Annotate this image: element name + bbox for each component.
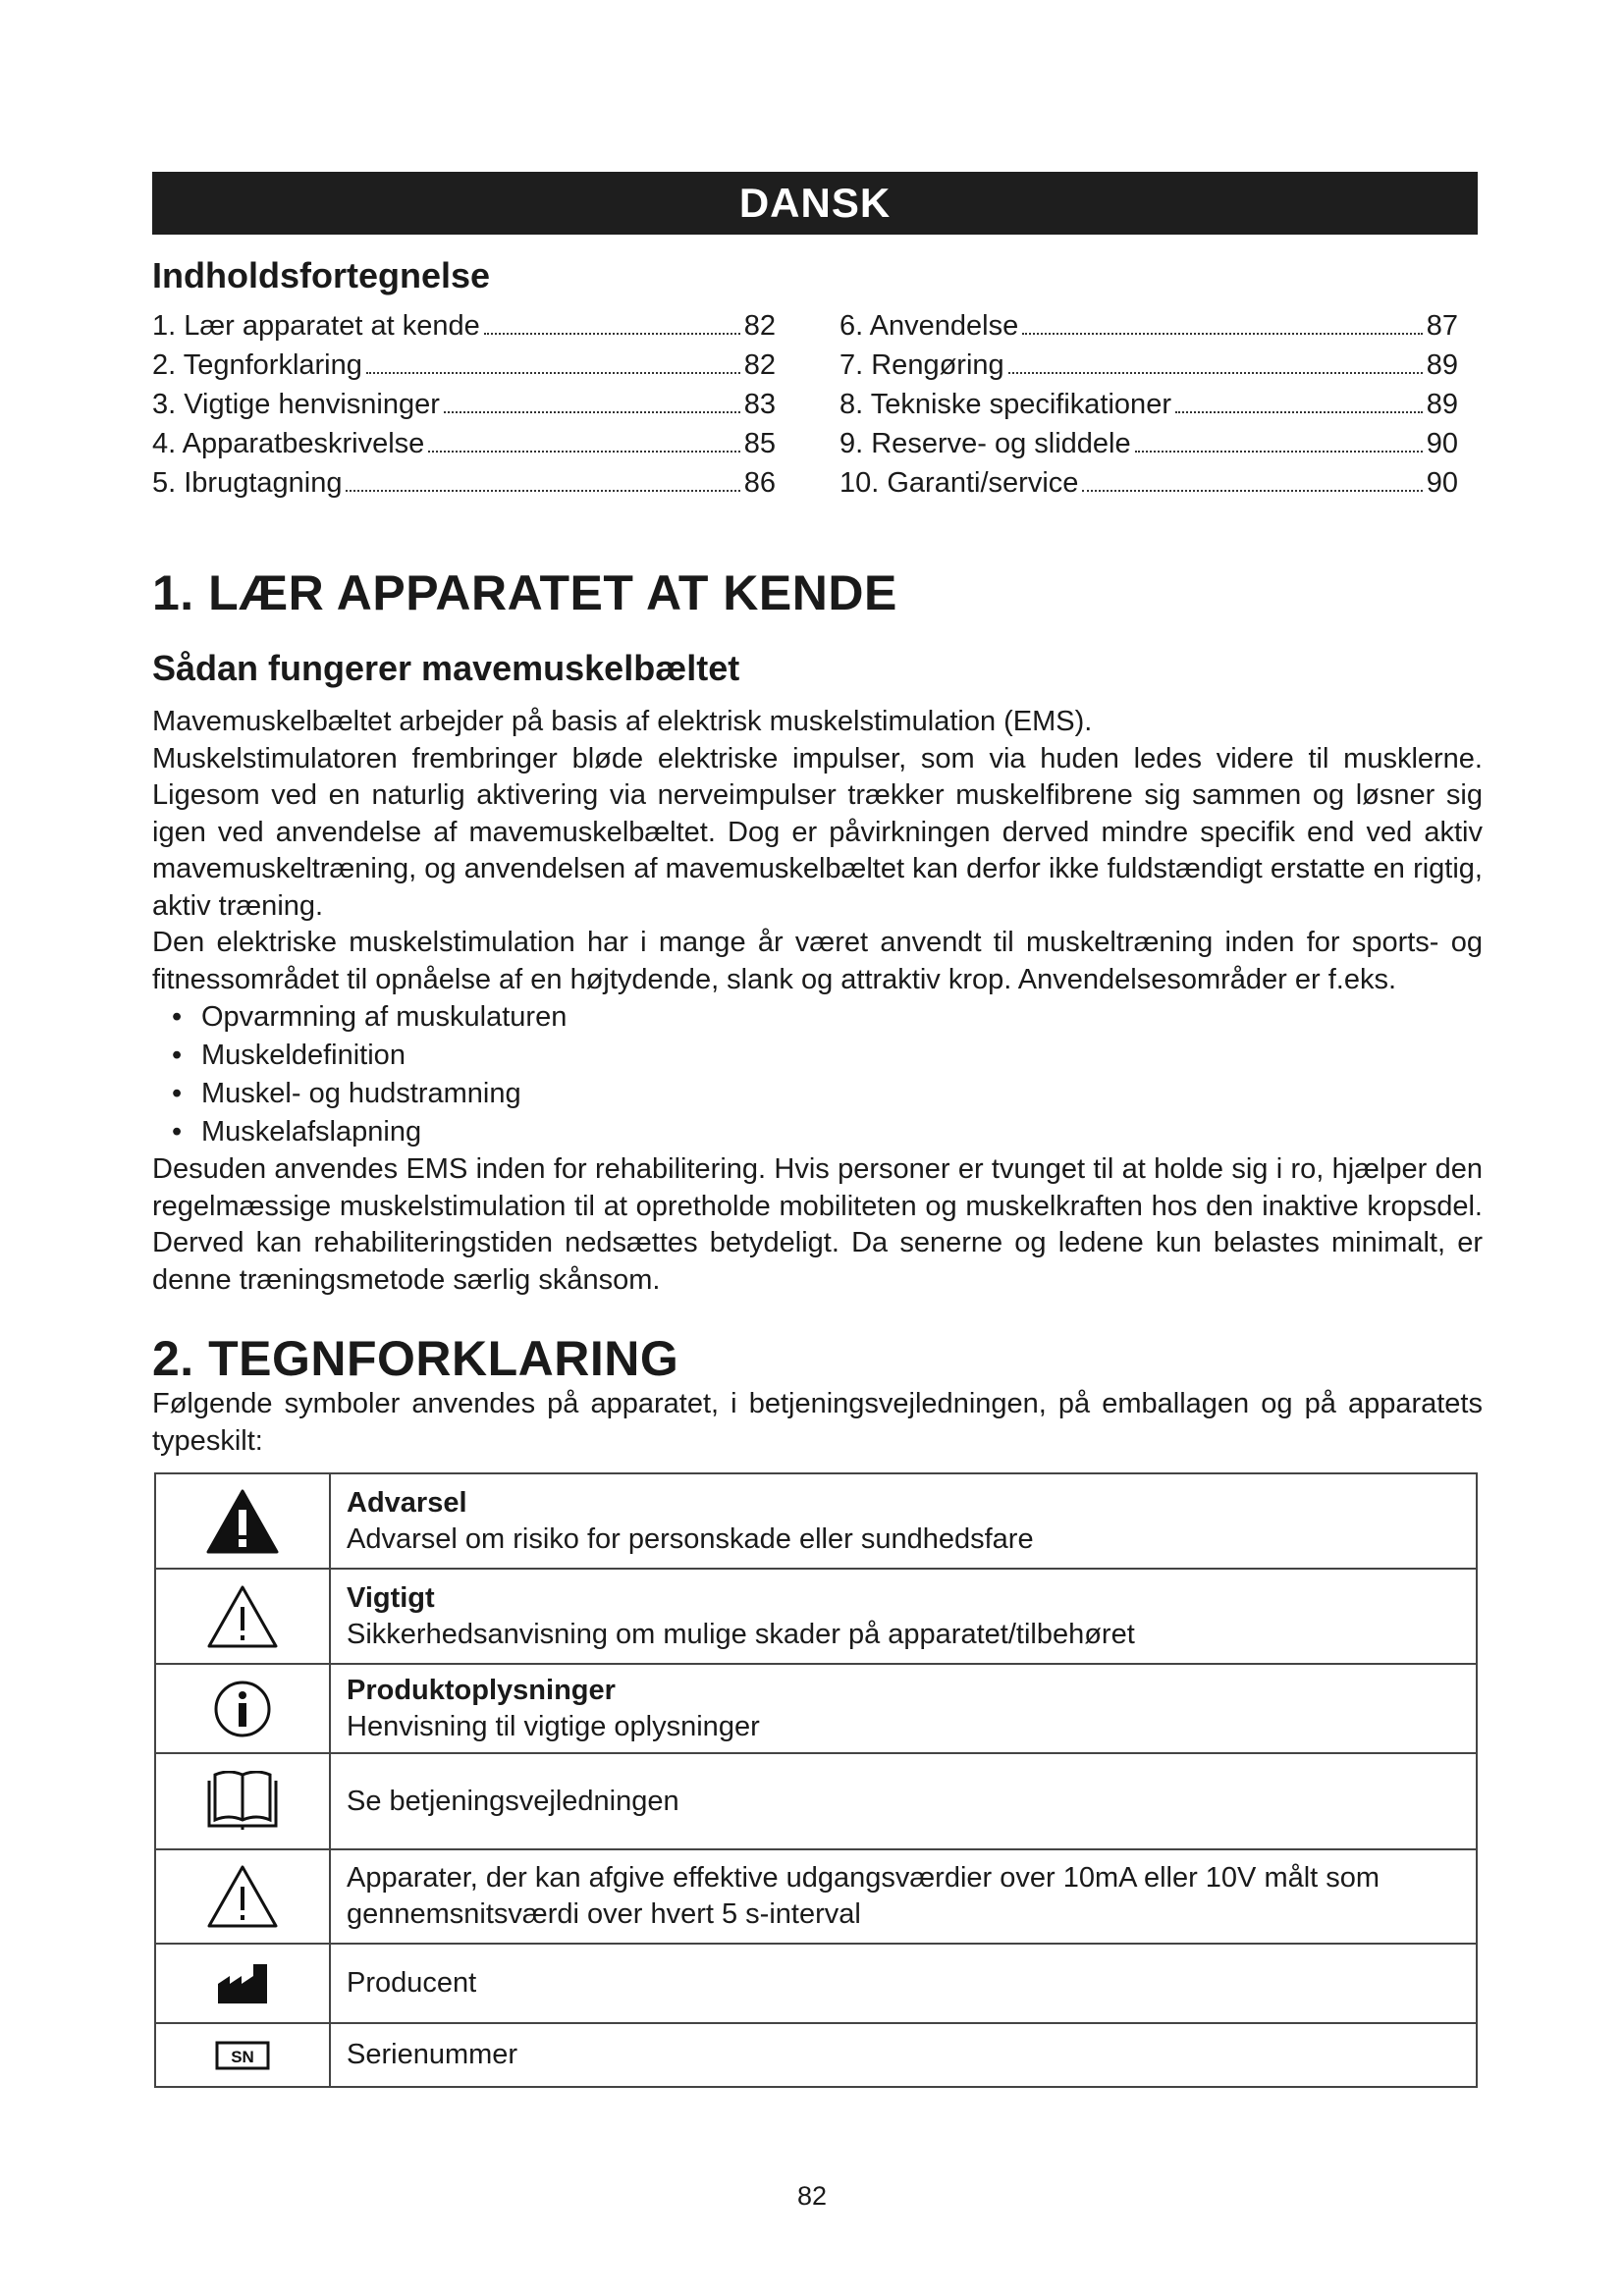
list-item: • Opvarmning af muskulaturen <box>152 998 1483 1037</box>
symbol-description <box>330 1753 1477 1849</box>
symbol-description <box>330 1944 1477 2023</box>
toc-entry-page: 89 <box>1426 389 1458 420</box>
caution-outline-icon <box>205 1583 280 1650</box>
toc-entry-page: 90 <box>1426 428 1458 459</box>
symbol-cell <box>155 1473 330 1569</box>
bullet-list <box>152 998 1483 1151</box>
toc-entry-title: 2. Tegnforklaring <box>152 349 362 381</box>
toc-entry-page: 89 <box>1426 349 1458 381</box>
toc-entry-title: 6. Anvendelse <box>839 310 1019 342</box>
toc-entry-title: 8. Tekniske specifikationer <box>839 389 1171 420</box>
toc-entry-page: 82 <box>743 349 776 381</box>
toc-entry[interactable] <box>152 306 776 346</box>
toc-column-right <box>839 306 1458 503</box>
symbol-title: Advarsel <box>347 1486 467 1519</box>
list-item: • Muskeldefinition <box>152 1037 1483 1075</box>
toc-entry-page: 87 <box>1426 310 1458 342</box>
list-item: • Muskel- og hudstramning <box>152 1075 1483 1113</box>
manual-book-icon <box>203 1771 282 1832</box>
symbol-cell <box>155 1849 330 1944</box>
symbol-cell <box>155 1664 330 1753</box>
toc-entry[interactable] <box>839 463 1458 503</box>
toc-entry-page: 85 <box>743 428 776 459</box>
symbol-description <box>330 1473 1477 1569</box>
symbol-text: Se betjeningsvejledningen <box>347 1785 679 1817</box>
symbol-legend-table <box>154 1472 1478 2088</box>
page-number: 82 <box>796 2181 828 2211</box>
manufacturer-icon <box>216 1962 269 2005</box>
caution-outline-icon <box>205 1863 280 1930</box>
toc-entry-title: 1. Lær apparatet at kende <box>152 310 480 342</box>
toc-entry[interactable] <box>839 424 1458 463</box>
toc-entry[interactable] <box>152 463 776 503</box>
toc-column-left <box>152 306 776 503</box>
table-row <box>155 1664 1477 1753</box>
table-row <box>155 2023 1477 2087</box>
symbol-title: Vigtigt <box>347 1581 435 1614</box>
table-row <box>155 1753 1477 1849</box>
toc-entry[interactable] <box>152 385 776 424</box>
language-header-bar: DANSK <box>152 172 1478 235</box>
paragraph: Muskelstimulatoren frembringer bløde elektriske impulser, som via huden ledes videre til musklerne. Ligesom ved en naturlig aktivering via nerveimpulser trækker muskelfibrene sig sammen og løsner sig igen ved anvendelse af mavemuskelbæltet. Dog er påvirkningen derved mindre specifik end ved aktiv mavemuskeltræning, og anvendelsen af mavemuskelbæltet kan derfor ikke fuldstændigt erstatte en rigtig, aktiv træning. <box>152 742 1483 922</box>
section-1-heading: 1. LÆR APPARATET AT KENDE <box>152 565 897 620</box>
symbol-text: Henvisning til vigtige oplysninger <box>347 1710 760 1742</box>
section-1-body <box>152 704 1483 1299</box>
toc-entry-title: 5. Ibrugtagning <box>152 467 343 499</box>
symbol-cell <box>155 2023 330 2087</box>
serial-number-badge-text: SN <box>231 2047 254 2066</box>
toc-entry-title: 4. Apparatbeskrivelse <box>152 428 425 459</box>
symbol-text: Sikkerhedsanvisning om mulige skader på apparatet/tilbehøret <box>347 1618 1135 1650</box>
section-2-intro <box>152 1386 1483 1460</box>
paragraph: Den elektriske muskelstimulation har i mange år været anvendt til muskeltræning inden for sports- og fitnessområdet til opnåelse af en højtydende, slank og attraktiv krop. Anvendelsesområder er f.eks. <box>152 927 1483 995</box>
paragraph: Følgende symboler anvendes på apparatet, i betjeningsvejledningen, på emballagen og på apparatets typeskilt: <box>152 1388 1483 1457</box>
symbol-cell <box>155 1944 330 2023</box>
table-row <box>155 1849 1477 1944</box>
toc-entry-page: 82 <box>743 310 776 342</box>
list-item: • Muskelafslapning <box>152 1113 1483 1151</box>
serial-number-icon <box>215 2041 270 2070</box>
toc-entry-title: 3. Vigtige henvisninger <box>152 389 440 420</box>
toc-entry[interactable] <box>152 424 776 463</box>
paragraph: Mavemuskelbæltet arbejder på basis af elektrisk muskelstimulation (EMS). <box>152 706 1093 737</box>
toc-entry-title: 9. Reserve- og sliddele <box>839 428 1131 459</box>
symbol-description <box>330 1664 1477 1753</box>
toc-entry[interactable] <box>839 385 1458 424</box>
table-row <box>155 1944 1477 2023</box>
toc-entry[interactable] <box>839 346 1458 385</box>
section-2-heading: 2. TEGNFORKLARING <box>152 1331 679 1386</box>
toc-entry-page: 86 <box>743 467 776 499</box>
symbol-text: Advarsel om risiko for personskade eller sundhedsfare <box>347 1522 1034 1555</box>
toc-entry-page: 83 <box>743 389 776 420</box>
symbol-text: Serienummer <box>347 2039 518 2070</box>
toc-entry[interactable] <box>839 306 1458 346</box>
symbol-text: Producent <box>347 1967 477 1999</box>
symbol-cell <box>155 1569 330 1664</box>
symbol-text: Apparater, der kan afgive effektive udgangsværdier over 10mA eller 10V målt som gennemsnitsværdi over hvert 5 s-interval <box>347 1862 1380 1930</box>
paragraph: Desuden anvendes EMS inden for rehabilitering. Hvis personer er tvunget til at holde sig i ro, hjælper den regelmæssige muskelstimulation til at opretholde mobiliteten og muskelkraften hos den inaktive kropsdel. Derved kan rehabiliteringstiden nedsættes betydeligt. Da senerne og ledene kun belastes minimalt, er denne træningsmetode særlig skånsom. <box>152 1153 1483 1296</box>
table-row <box>155 1569 1477 1664</box>
table-row <box>155 1473 1477 1569</box>
section-1-subheading: Sådan fungerer mavemuskelbæltet <box>152 648 740 688</box>
toc-title: Indholdsfortegnelse <box>152 255 491 295</box>
toc-entry[interactable] <box>152 346 776 385</box>
symbol-cell <box>155 1753 330 1849</box>
toc-entry-title: 7. Rengøring <box>839 349 1004 381</box>
symbol-title: Produktoplysninger <box>347 1674 616 1706</box>
symbol-description <box>330 1569 1477 1664</box>
toc-entry-page: 90 <box>1426 467 1458 499</box>
toc-entry-title: 10. Garanti/service <box>839 467 1079 499</box>
warning-filled-icon <box>205 1488 280 1555</box>
info-icon <box>213 1680 272 1738</box>
symbol-description <box>330 2023 1477 2087</box>
symbol-description <box>330 1849 1477 1944</box>
